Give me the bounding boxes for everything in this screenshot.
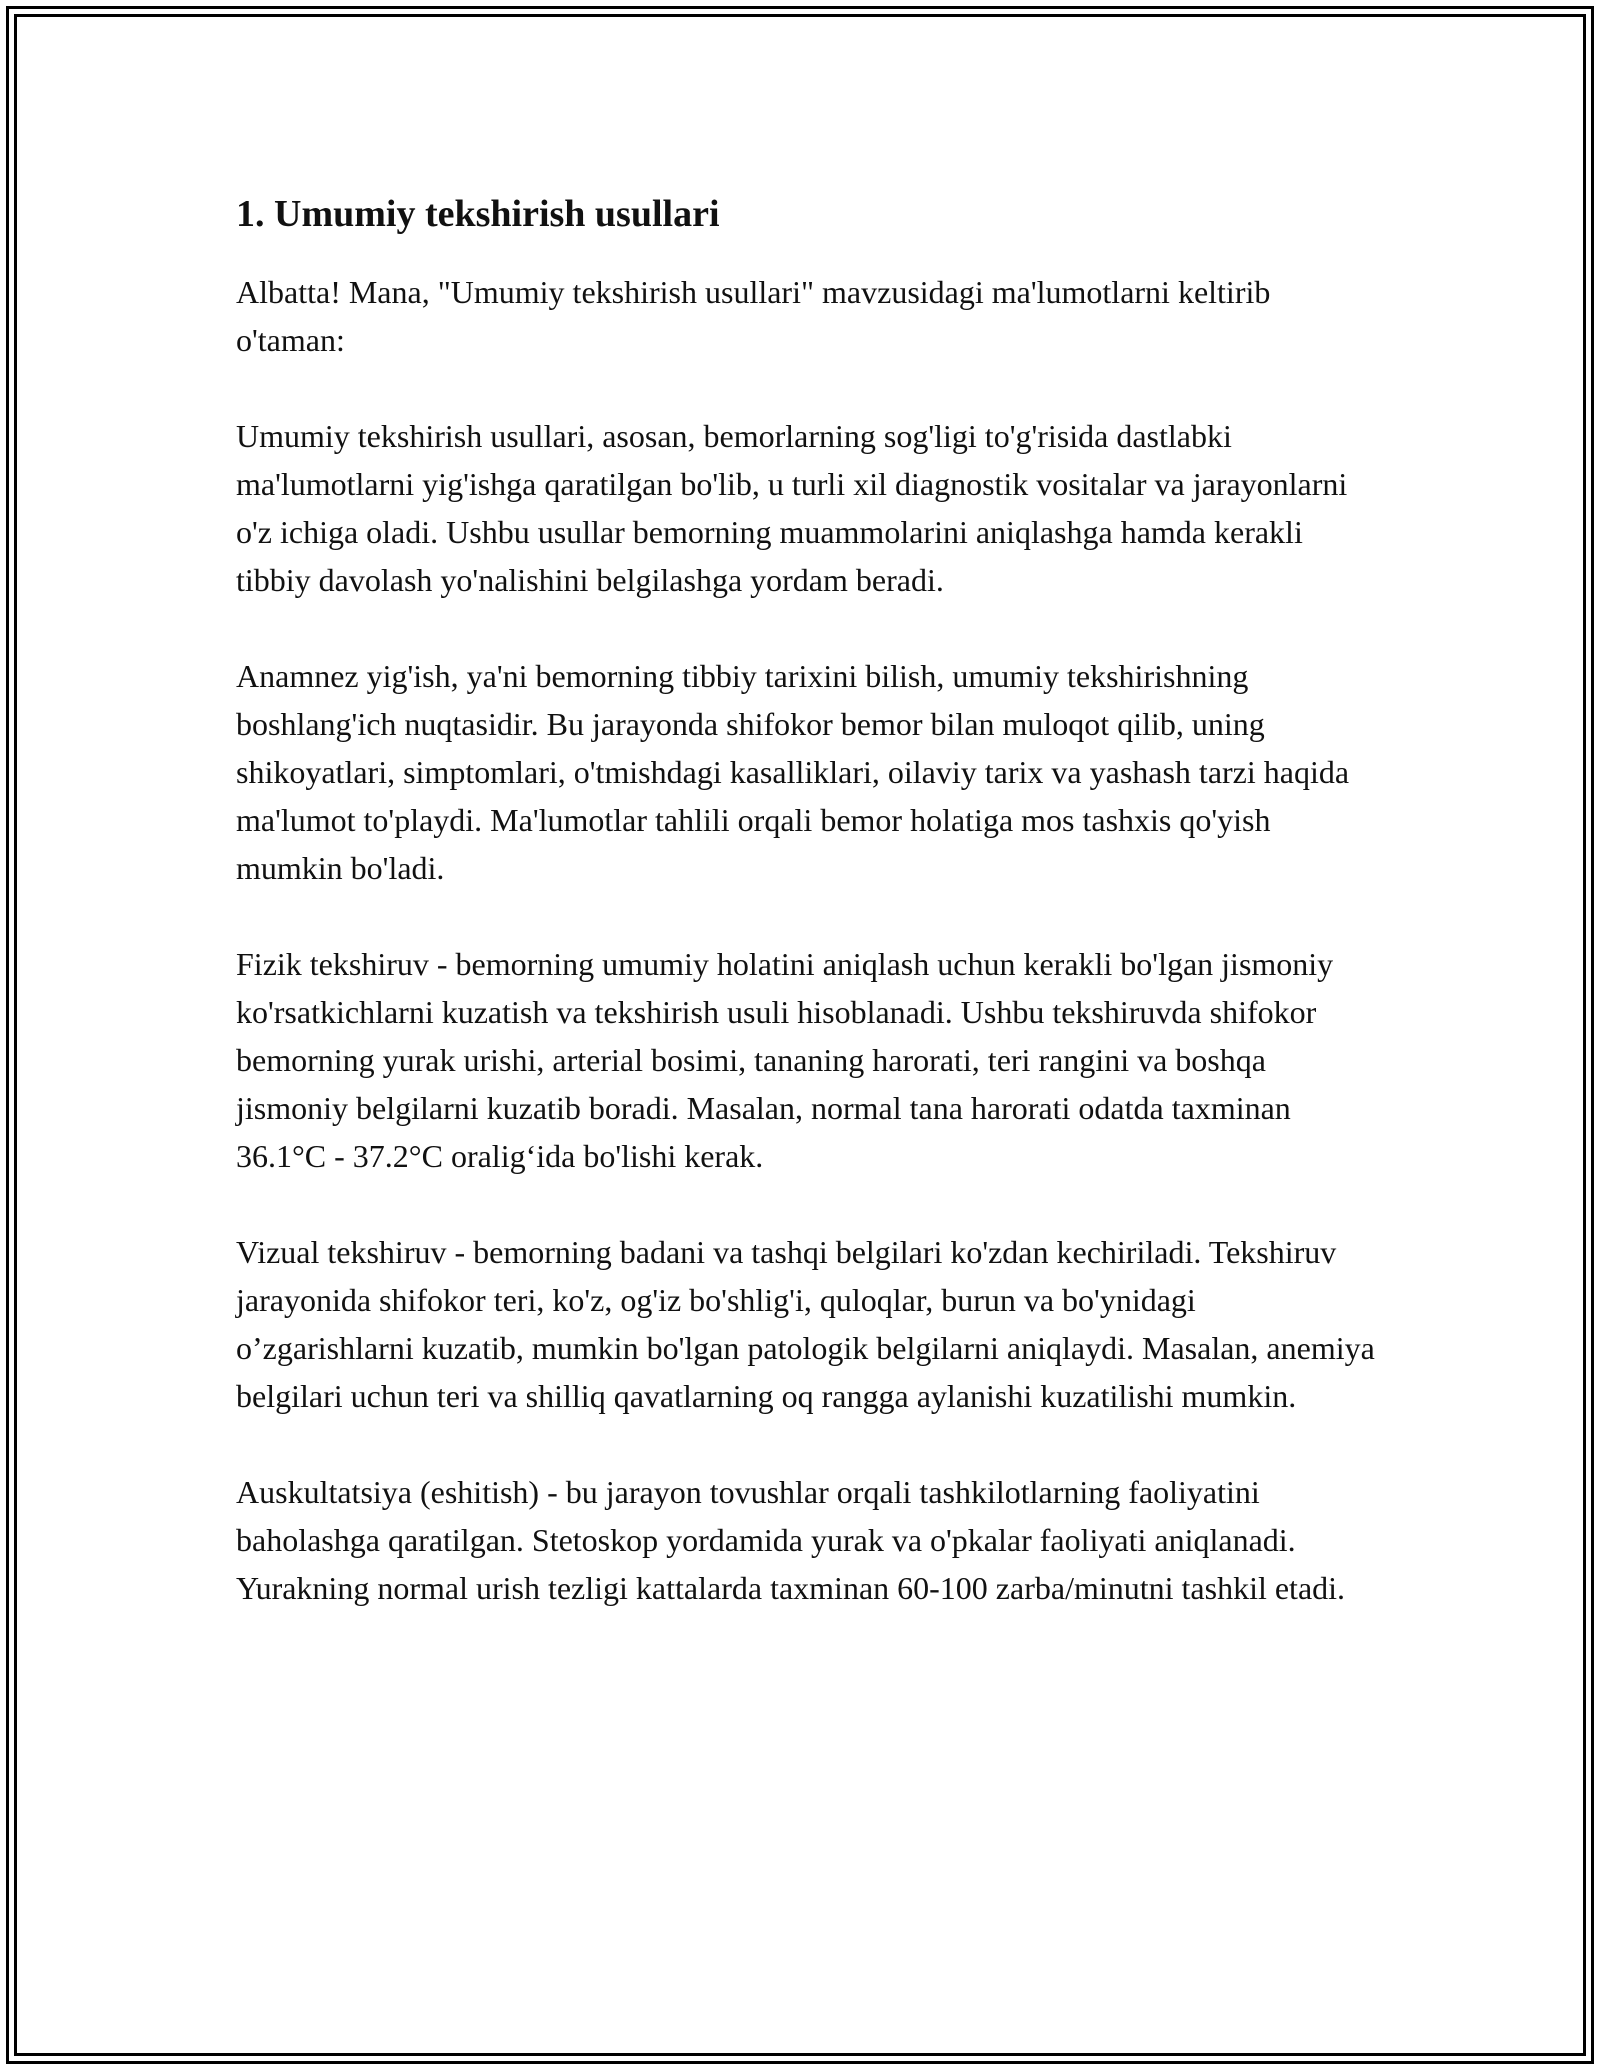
section-title: 1. Umumiy tekshirish usullari [236, 193, 720, 235]
paragraph-intro: Albatta! Mana, "Umumiy tekshirish usullari" mavzusidagi ma'lumotlarni keltirib o'taman: [236, 274, 1271, 358]
document-body [236, 186, 1376, 1660]
paragraph-visual-exam: Vizual tekshiruv - bemorning badani va tashqi belgilari ko'zdan kechiriladi. Tekshiruv jarayonida shifokor teri, ko'z, og'iz bo'shlig'i, quloqlar, burun va bo'ynidagi o’zgarishlarni kuzatib, mumkin bo'lgan patologik belgilarni aniqlaydi. Masalan, anemiya belgilari uchun teri va shilliq qavatlarning oq rangga aylanishi kuzatilishi mumkin. [236, 1234, 1375, 1414]
paragraph-anamnesis: Anamnez yig'ish, ya'ni bemorning tibbiy tarixini bilish, umumiy tekshirishning boshlang'ich nuqtasidir. Bu jarayonda shifokor bemor bilan muloqot qilib, uning shikoyatlari, simptomlari, o'tmishdagi kasalliklari, oilaviy tarix va yashash tarzi haqida ma'lumot to'playdi. Ma'lumotlar tahlili orqali bemor holatiga mos tashxis qo'yish mumkin bo'ladi. [236, 658, 1350, 886]
paragraph-auscultation: Auskultatsiya (eshitish) - bu jarayon tovushlar orqali tashkilotlarning faoliyatini baholashga qaratilgan. Stetoskop yordamida yurak va o'pkalar faoliyati aniqlanadi. Yurakning normal urish tezligi kattalarda taxminan 60-100 zarba/minutni tashkil etadi. [236, 1474, 1346, 1606]
paragraph-physical-exam: Fizik tekshiruv - bemorning umumiy holatini aniqlash uchun kerakli bo'lgan jismoniy ko'rsatkichlarni kuzatish va tekshirish usuli hisoblanadi. Ushbu tekshiruvda shifokor bemorning yurak urishi, arterial bosimi, tananing harorati, teri rangini va boshqa jismoniy belgilarni kuzatib boradi. Masalan, normal tana harorati odatda taxminan 36.1°C - 37.2°C oralig‘ida bo'lishi kerak. [236, 946, 1334, 1174]
paragraph-general-methods: Umumiy tekshirish usullari, asosan, bemorlarning sog'ligi to'g'risida dastlabki ma'lumotlarni yig'ishga qaratilgan bo'lib, u turli xil diagnostik vositalar va jarayonlarni o'z ichiga oladi. Ushbu usullar bemorning muammolarini aniqlashga hamda kerakli tibbiy davolash yo'nalishini belgilashga yordam beradi. [236, 418, 1348, 598]
